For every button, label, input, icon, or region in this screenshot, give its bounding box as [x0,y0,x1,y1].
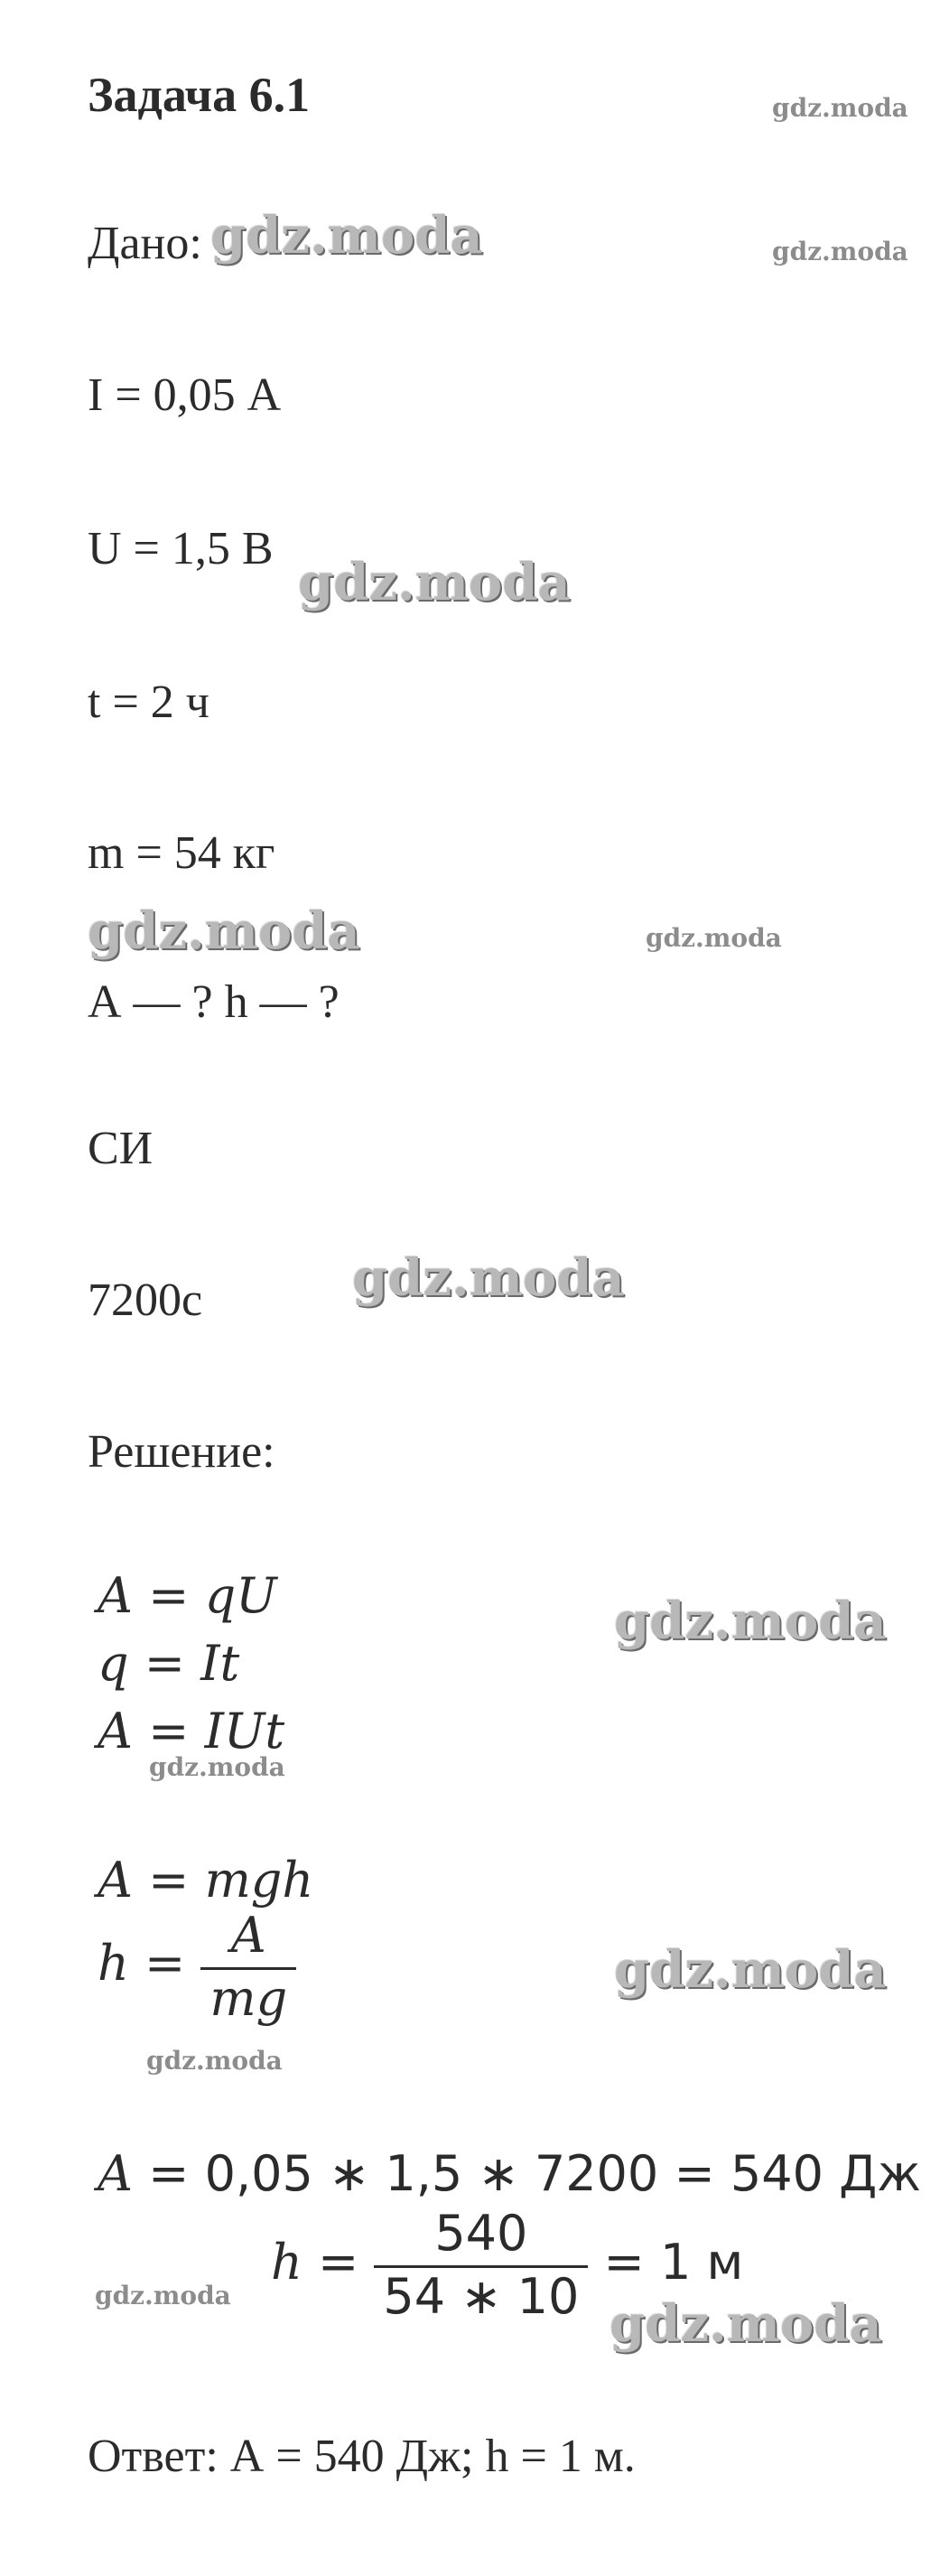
watermark: gdz.moda [95,2281,231,2310]
watermark: gdz.moda [610,2294,882,2354]
watermark: gdz.moda [772,93,908,123]
problem-title: Задача 6.1 [88,68,311,122]
given-label: Дано: [88,218,202,269]
formula-work-mgh: A = mgh [98,1852,314,1909]
given-current: I = 0,05 А [88,369,282,421]
watermark: gdz.moda [352,1248,625,1308]
watermark: gdz.moda [149,1752,285,1782]
watermark: gdz.moda [298,553,571,612]
watermark: gdz.moda [210,206,483,266]
calc-height-fraction: $\frac{540}{54 ∗ 10}$ [374,2208,588,2322]
calc-work: A = 0,05 ∗ 1,5 ∗ 7200 = 540 Дж [98,2145,921,2202]
watermark: gdz.moda [614,1591,887,1651]
solution-label: Решение: [88,1426,275,1478]
watermark: gdz.moda [146,2046,283,2076]
formula-charge: q = It [98,1635,240,1692]
find-quantities: А — ? h — ? [88,976,340,1028]
si-time-value: 7200с [88,1274,203,1326]
answer: Ответ: А = 540 Дж; h = 1 м. [88,2431,636,2482]
formula-work-current: A = IUt [98,1703,285,1759]
formula-work-charge: A = qU [98,1567,277,1624]
watermark: gdz.moda [88,901,360,961]
height-fraction: $\frac{A}{mg}$ [200,1910,296,2024]
si-label: СИ [88,1123,154,1174]
watermark: gdz.moda [772,237,908,266]
given-mass: m = 54 кг [88,827,275,879]
formula-height: h = $\frac{A}{mg}$ [98,1910,296,2024]
given-voltage: U = 1,5 В [88,523,274,574]
given-time: t = 2 ч [88,677,209,728]
watermark: gdz.moda [646,923,782,953]
watermark: gdz.moda [614,1940,887,2000]
calc-height: h = $\frac{540}{54 ∗ 10}$ = 1 м [271,2205,744,2325]
